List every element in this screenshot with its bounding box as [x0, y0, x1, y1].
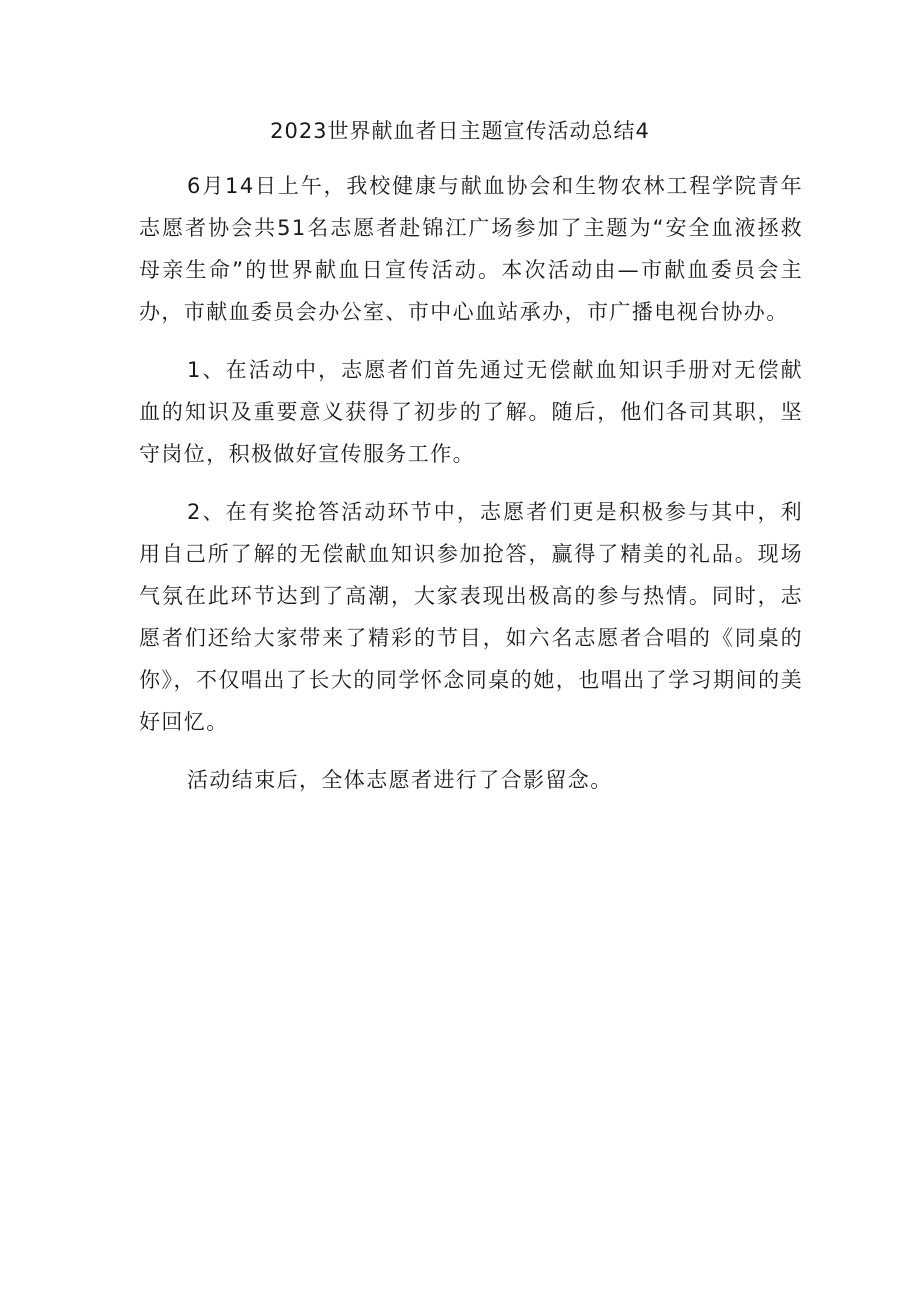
- paragraph-point-2: 2、在有奖抢答活动环节中，志愿者们更是积极参与其中，利用自己所了解的无偿献血知识参加抢答，赢得了精美的礼品。现场气氛在此环节达到了高潮，大家表现出极高的参与热情。同时，志愿者们还给大家带来了精彩的节目，如六名志愿者合唱的《同桌的你》，不仅唱出了长大的同学怀念同桌的她，也唱出了学习期间的美好回忆。: [139, 500, 803, 734]
- paragraph-closing: 活动结束后，全体志愿者进行了合影留念。: [187, 768, 613, 792]
- document-body: [139, 165, 803, 801]
- document-title: 2023世界献血者日主题宣传活动总结4: [270, 119, 650, 143]
- paragraph-point-1: 1、在活动中，志愿者们首先通过无偿献血知识手册对无偿献血的知识及重要意义获得了初步的了解。随后，他们各司其职，坚守岗位，积极做好宣传服务工作。: [139, 358, 803, 466]
- paragraph-intro: 6月14日上午，我校健康与献血协会和生物农林工程学院青年志愿者协会共51名志愿者赴锦江广场参加了主题为“安全血液拯救母亲生命”的世界献血日宣传活动。本次活动由—市献血委员会主办，市献血委员会办公室、市中心血站承办，市广播电视台协办。: [139, 174, 803, 324]
